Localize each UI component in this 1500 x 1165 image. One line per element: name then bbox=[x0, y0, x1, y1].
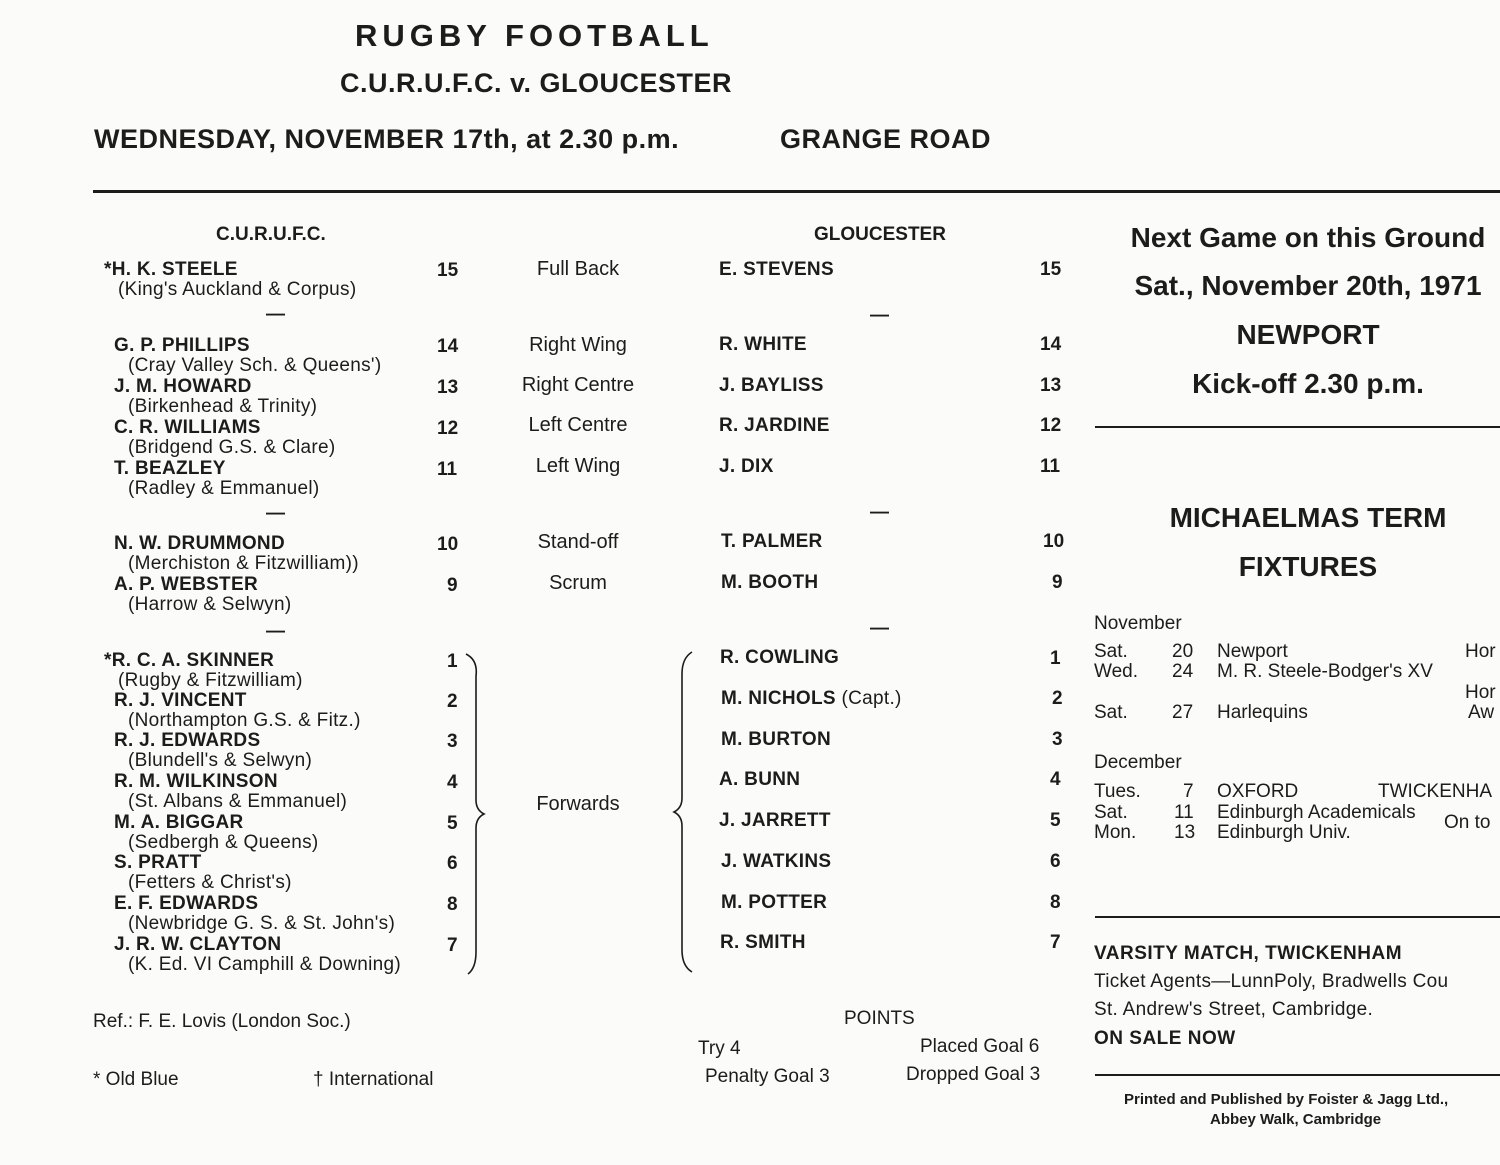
player-number: 10 bbox=[1043, 531, 1065, 552]
player-name: J. R. W. CLAYTON bbox=[114, 934, 282, 955]
fixture-day: Sat. bbox=[1094, 802, 1128, 823]
home-player bbox=[114, 459, 320, 499]
player-number: 7 bbox=[447, 935, 458, 956]
player-school: (Fetters & Christ's) bbox=[128, 872, 292, 893]
fixture-day: Tues. bbox=[1094, 781, 1141, 802]
fixture-venue: TWICKENHA bbox=[1378, 781, 1492, 802]
player-number: 12 bbox=[437, 418, 459, 439]
player-number: 13 bbox=[437, 377, 459, 398]
player-name: J. M. HOWARD bbox=[114, 376, 252, 397]
international-legend: † International bbox=[313, 1069, 434, 1090]
home-player bbox=[114, 534, 359, 574]
player-school: (Birkenhead & Trinity) bbox=[128, 396, 318, 417]
home-player bbox=[114, 575, 291, 615]
fixture-venue: Aw bbox=[1468, 702, 1495, 723]
player-number: 3 bbox=[1052, 729, 1063, 750]
referee: Ref.: F. E. Lovis (London Soc.) bbox=[93, 1011, 351, 1032]
away-team-heading: GLOUCESTER bbox=[814, 224, 946, 245]
home-player bbox=[114, 894, 395, 934]
fixture-venue: On to bbox=[1444, 812, 1491, 833]
points-placed-goal: Placed Goal 6 bbox=[920, 1036, 1040, 1057]
points-penalty-goal: Penalty Goal 3 bbox=[705, 1066, 830, 1087]
position-label: Forwards bbox=[536, 793, 620, 815]
fixture-day: Sat. bbox=[1094, 702, 1128, 723]
player-name: *H. K. STEELE bbox=[104, 259, 238, 280]
next-game-kickoff: Kick-off 2.30 p.m. bbox=[1192, 368, 1424, 399]
player-school: (Cray Valley Sch. & Queens') bbox=[128, 355, 382, 376]
varsity-title: VARSITY MATCH, TWICKENHAM bbox=[1094, 943, 1403, 964]
match-title: C.U.R.U.F.C. v. GLOUCESTER bbox=[340, 68, 733, 98]
home-forwards-bracket bbox=[460, 652, 490, 977]
home-player bbox=[114, 772, 347, 812]
home-player bbox=[114, 813, 319, 853]
player-name: E. STEVENS bbox=[719, 259, 834, 280]
player-number: 14 bbox=[437, 336, 459, 357]
player-name: M. BURTON bbox=[721, 729, 832, 750]
fixture-date: 13 bbox=[1174, 822, 1196, 843]
player-name: R. J. VINCENT bbox=[114, 690, 247, 711]
player-school: (St. Albans & Emmanuel) bbox=[128, 791, 348, 812]
points-dropped-goal: Dropped Goal 3 bbox=[906, 1064, 1041, 1085]
home-player bbox=[114, 691, 361, 731]
fixture-day: Mon. bbox=[1094, 822, 1137, 843]
match-date-time: WEDNESDAY, NOVEMBER 17th, at 2.30 p.m. bbox=[94, 124, 680, 154]
fixtures-month-december: December bbox=[1094, 752, 1182, 773]
home-player bbox=[114, 336, 382, 376]
player-number: 1 bbox=[1050, 648, 1061, 669]
player-number: 4 bbox=[447, 772, 458, 793]
player-school: (Radley & Emmanuel) bbox=[128, 478, 320, 499]
fixture-opponent: M. R. Steele-Bodger's XV bbox=[1217, 661, 1433, 682]
printer-line-2: Abbey Walk, Cambridge bbox=[1210, 1111, 1382, 1128]
player-name-text: M. NICHOLS bbox=[721, 688, 836, 709]
varsity-address: St. Andrew's Street, Cambridge. bbox=[1094, 999, 1374, 1020]
player-name: R. WHITE bbox=[719, 334, 807, 355]
player-name: J. DIX bbox=[719, 456, 774, 477]
player-name: G. P. PHILLIPS bbox=[114, 335, 250, 356]
fixture-venue: Hor bbox=[1465, 682, 1496, 703]
fixture-venue: Hor bbox=[1465, 641, 1496, 662]
player-name: N. W. DRUMMOND bbox=[114, 533, 285, 554]
match-venue: GRANGE ROAD bbox=[780, 124, 992, 154]
player-number: 10 bbox=[437, 534, 459, 555]
fixture-opponent: OXFORD bbox=[1217, 781, 1299, 802]
player-school: (Newbridge G. S. & St. John's) bbox=[128, 913, 396, 934]
player-number: 6 bbox=[447, 853, 458, 874]
player-name: J. BAYLISS bbox=[719, 375, 824, 396]
player-number: 9 bbox=[447, 575, 458, 596]
fixtures-month-november: November bbox=[1094, 613, 1182, 634]
home-team-heading: C.U.R.U.F.C. bbox=[216, 224, 326, 245]
position-label: Scrum bbox=[549, 572, 607, 594]
player-number: 3 bbox=[447, 731, 458, 752]
player-name: M. POTTER bbox=[721, 892, 828, 913]
player-school: (Rugby & Fitzwilliam) bbox=[118, 670, 303, 691]
player-school: (K. Ed. VI Camphill & Downing) bbox=[128, 954, 401, 975]
section-dash: — bbox=[266, 503, 285, 524]
position-label: Right Wing bbox=[529, 334, 627, 356]
position-label: Left Centre bbox=[528, 414, 628, 436]
fixture-opponent: Harlequins bbox=[1217, 702, 1308, 723]
fixture-date: 24 bbox=[1172, 661, 1194, 682]
player-number: 4 bbox=[1050, 769, 1061, 790]
player-number: 15 bbox=[437, 260, 459, 281]
section-dash: — bbox=[870, 305, 889, 326]
player-name: R. J. EDWARDS bbox=[114, 730, 261, 751]
player-school: (Sedbergh & Queens) bbox=[128, 832, 319, 853]
player-name: R. M. WILKINSON bbox=[114, 771, 278, 792]
player-name: E. F. EDWARDS bbox=[114, 893, 259, 914]
player-name: A. P. WEBSTER bbox=[114, 574, 258, 595]
player-number: 9 bbox=[1052, 572, 1063, 593]
section-dash: — bbox=[870, 502, 889, 523]
player-school: (Blundell's & Selwyn) bbox=[128, 750, 313, 771]
fixture-day: Sat. bbox=[1094, 641, 1128, 662]
player-school: (Harrow & Selwyn) bbox=[128, 594, 292, 615]
away-forwards-bracket bbox=[670, 650, 700, 975]
fixture-day: Wed. bbox=[1094, 661, 1139, 682]
home-player bbox=[104, 260, 356, 300]
player-name: S. PRATT bbox=[114, 852, 202, 873]
player-number: 5 bbox=[447, 813, 458, 834]
player-name: M. BOOTH bbox=[721, 572, 819, 593]
player-number: 7 bbox=[1050, 932, 1061, 953]
position-label: Right Centre bbox=[521, 374, 635, 396]
position-label: Stand-off bbox=[537, 531, 619, 553]
player-name: T. BEAZLEY bbox=[114, 458, 226, 479]
player-name: A. BUNN bbox=[719, 769, 801, 790]
fixture-opponent: Edinburgh Univ. bbox=[1217, 822, 1351, 843]
player-number: 6 bbox=[1050, 851, 1061, 872]
player-name: C. R. WILLIAMS bbox=[114, 417, 261, 438]
home-player bbox=[114, 853, 292, 893]
printer-line-1: Printed and Published by Foister & Jagg Ltd., bbox=[1124, 1091, 1449, 1108]
fixture-date: 27 bbox=[1172, 702, 1194, 723]
player-school: (Merchiston & Fitzwilliam)) bbox=[128, 553, 359, 574]
fixture-opponent: Edinburgh Academicals bbox=[1217, 802, 1416, 823]
player-number: 2 bbox=[1052, 688, 1063, 709]
player-name: R. SMITH bbox=[720, 932, 806, 953]
printer-divider bbox=[1095, 1074, 1500, 1076]
player-number: 14 bbox=[1040, 334, 1062, 355]
points-try: Try 4 bbox=[698, 1038, 741, 1059]
fixtures-title: MICHAELMAS TERM bbox=[1169, 502, 1447, 533]
player-name: *R. C. A. SKINNER bbox=[104, 650, 275, 671]
player-number: 8 bbox=[447, 894, 458, 915]
varsity-ticket-agents: Ticket Agents—LunnPoly, Bradwells Cou bbox=[1094, 971, 1449, 992]
old-blue-legend: * Old Blue bbox=[93, 1069, 179, 1090]
player-school: (Northampton G.S. & Fitz.) bbox=[128, 710, 361, 731]
page-title: RUGBY FOOTBALL bbox=[355, 18, 714, 53]
player-number: 12 bbox=[1040, 415, 1062, 436]
fixture-date: 20 bbox=[1172, 641, 1194, 662]
player-number: 11 bbox=[1040, 456, 1061, 477]
player-name: T. PALMER bbox=[721, 531, 823, 552]
next-game-divider bbox=[1095, 426, 1500, 428]
home-player bbox=[114, 731, 312, 771]
player-number: 11 bbox=[437, 459, 458, 480]
captain-note: (Capt.) bbox=[841, 688, 902, 709]
fixtures-divider bbox=[1095, 916, 1500, 918]
player-name: R. JARDINE bbox=[719, 415, 830, 436]
fixture-opponent: Newport bbox=[1217, 641, 1288, 662]
fixture-date: 11 bbox=[1174, 802, 1194, 823]
next-game-heading: Next Game on this Ground bbox=[1130, 222, 1486, 253]
fixture-date: 7 bbox=[1183, 781, 1194, 802]
player-number: 13 bbox=[1040, 375, 1062, 396]
home-player bbox=[114, 377, 317, 417]
points-title: POINTS bbox=[844, 1008, 915, 1029]
section-dash: — bbox=[266, 304, 285, 325]
player-number: 1 bbox=[447, 651, 458, 672]
varsity-on-sale: ON SALE NOW bbox=[1094, 1028, 1236, 1049]
player-school: (King's Auckland & Corpus) bbox=[118, 279, 357, 300]
player-school: (Bridgend G.S. & Clare) bbox=[128, 437, 336, 458]
player-number: 15 bbox=[1040, 259, 1062, 280]
player-number: 5 bbox=[1050, 810, 1061, 831]
player-name: M. A. BIGGAR bbox=[114, 812, 244, 833]
player-number: 2 bbox=[447, 691, 458, 712]
player-number: 8 bbox=[1050, 892, 1061, 913]
position-label: Left Wing bbox=[535, 455, 621, 477]
player-name: J. WATKINS bbox=[721, 851, 832, 872]
player-name: J. JARRETT bbox=[719, 810, 831, 831]
fixtures-subtitle: FIXTURES bbox=[1238, 551, 1378, 582]
header-divider bbox=[93, 190, 1500, 193]
player-name bbox=[721, 688, 902, 710]
home-player bbox=[114, 418, 336, 458]
section-dash: — bbox=[870, 618, 889, 639]
home-player bbox=[114, 935, 401, 975]
next-game-opponent: NEWPORT bbox=[1236, 319, 1380, 350]
section-dash: — bbox=[266, 621, 285, 642]
player-name: R. COWLING bbox=[720, 647, 840, 668]
next-game-date: Sat., November 20th, 1971 bbox=[1134, 270, 1482, 301]
position-label: Full Back bbox=[536, 258, 620, 280]
home-player bbox=[104, 651, 303, 691]
